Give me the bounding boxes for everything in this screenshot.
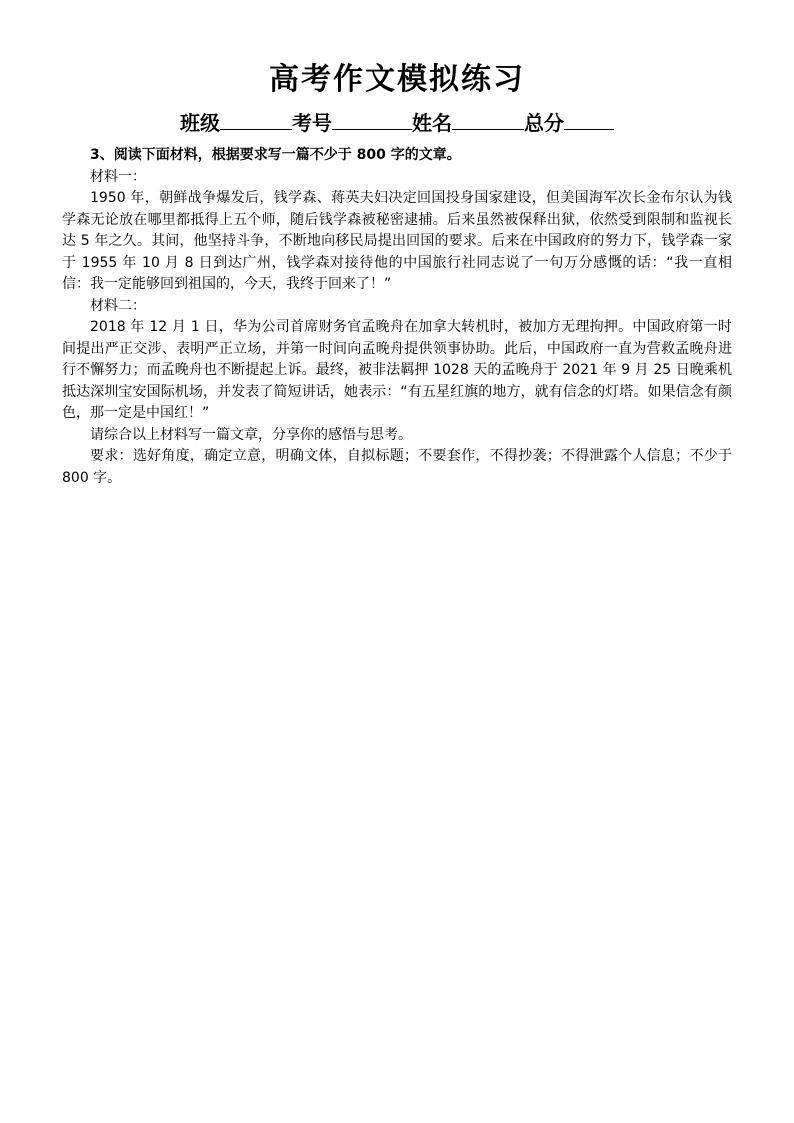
material-two-text: 2018 年 12 月 1 日，华为公司首席财务官孟晚舟在加拿大转机时，被加方无理拘押。中国政府第一时间提出严正交涉、表明严正立场，并第一时间向孟晚舟提供领事协助。此后，中国政府一直为营救孟晚舟进行不懈努力；而孟晚舟也不断提起上诉。最终，被非法羁押 1028 天的孟晚舟于 2021 年 9 月 25 日晚乘机抵达深圳宝安国际机场，并发表了简短讲话，她表示：“有五星红旗的地方，就有信念的灯塔。如果信念有颜色，那一定是中国红！” [62,319,732,421]
class-blank [220,109,292,130]
class-label: 班级 [180,111,220,135]
name-blank [452,109,524,130]
essay-content [62,145,732,489]
name-label: 姓名 [412,111,452,135]
exam-number-label: 考号 [292,111,332,135]
total-score-blank [564,109,614,130]
question-heading: 3、阅读下面材料，根据要求写一篇不少于 800 字的文章。 [90,147,461,163]
page-title: 高考作文模拟练习 [269,62,525,97]
total-score-label: 总分 [524,111,564,135]
material-one-text: 1950 年，朝鲜战争爆发后，钱学森、蒋英夫妇决定回国投身国家建设，但美国海军次长金布尔认为钱学森无论放在哪里都抵得上五个师，随后钱学森被秘密逮捕。后来虽然被保释出狱，依然受到限制和监视长达 5 年之久。其间，他坚持斗争，不断地向移民局提出回国的要求。后来在中国政府的努力下，钱学森一家于 1955 年 10 月 8 日到达广州，钱学森对接待他的中国旅行社同志说了一句万分感慨的话：“我一直相信：我一定能够回到祖国的，今天，我终于回来了！” [62,190,732,292]
exam-number-blank [332,109,412,130]
material-two-label: 材料二： [90,297,146,314]
material-one-label: 材料一： [90,168,146,185]
student-info-line [0,108,794,138]
writing-prompt: 请综合以上材料写一篇文章，分享你的感悟与思考。 [90,426,412,443]
writing-requirement: 要求：选好角度，确定立意，明确文体，自拟标题；不要套作，不得抄袭；不得泄露个人信息；不少于 800 字。 [62,448,732,486]
